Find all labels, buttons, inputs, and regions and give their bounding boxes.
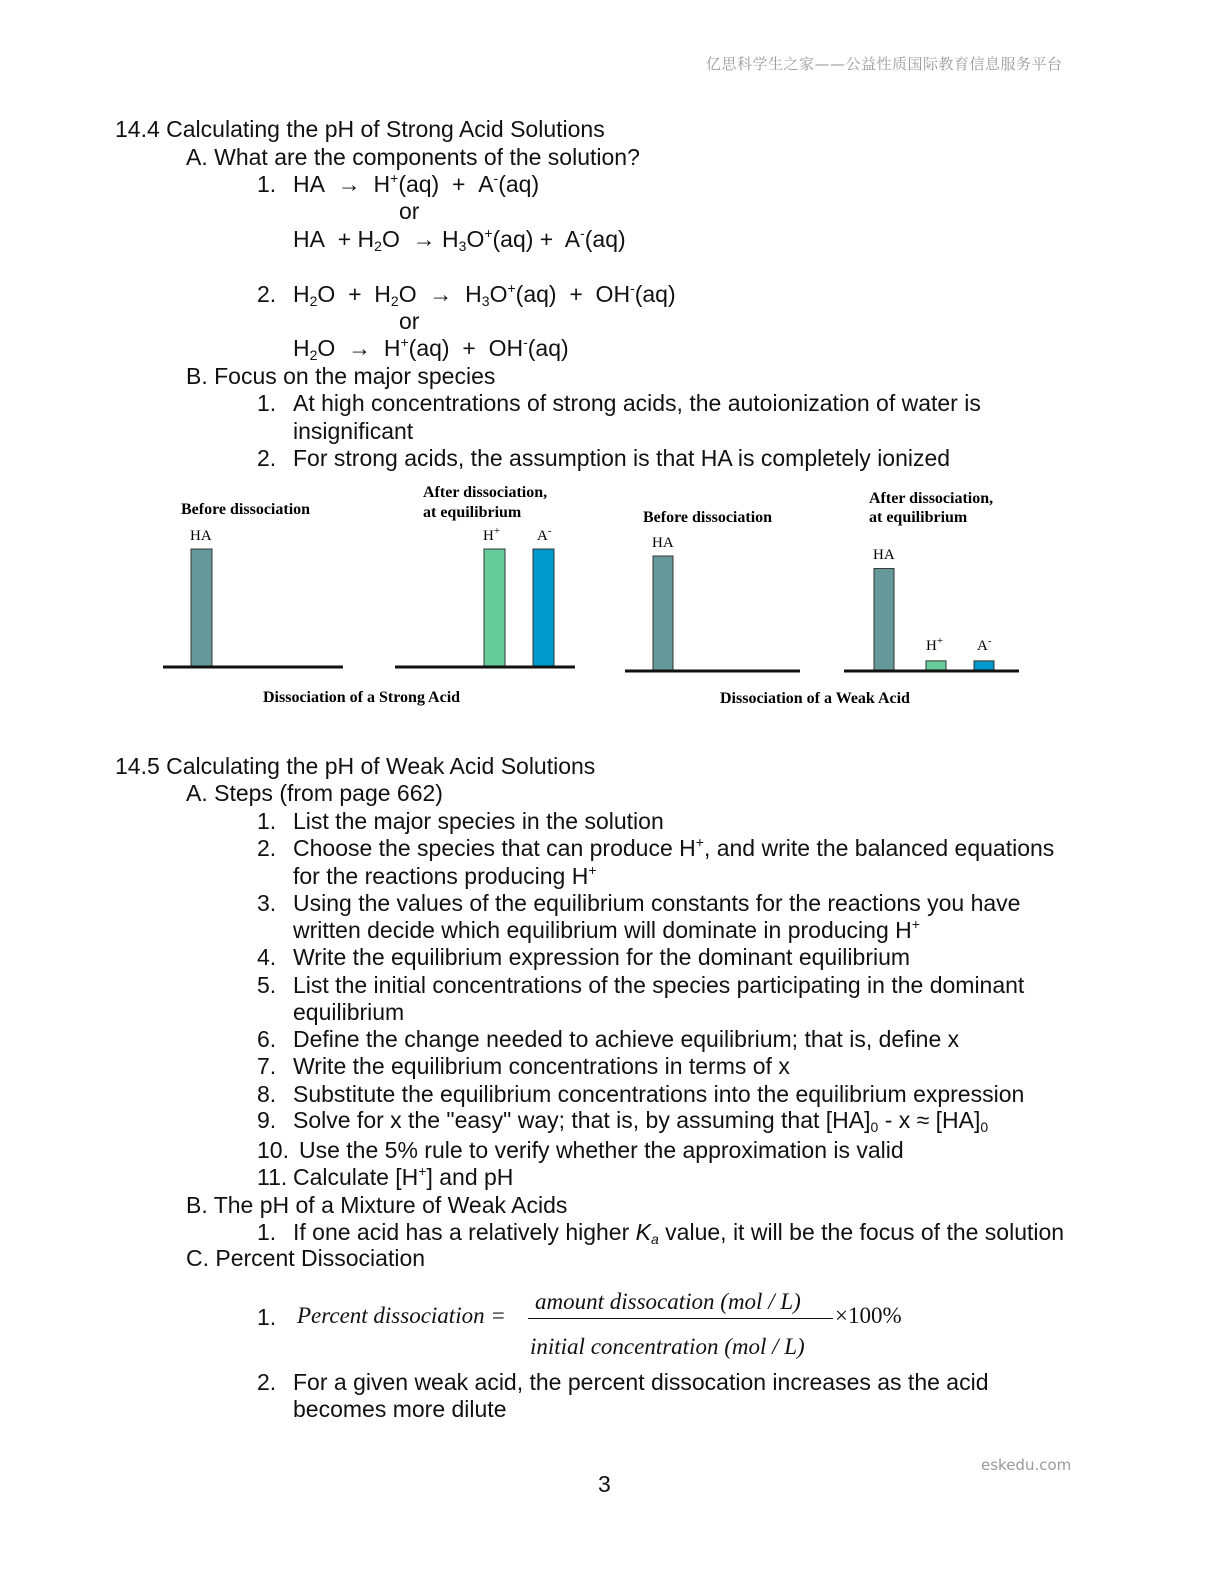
section-14-5-title: 14.5 Calculating the pH of Weak Acid Solutions <box>115 753 596 779</box>
weak-after-title-1: After dissociation, <box>869 490 994 507</box>
strong-caption: Dissociation of a Strong Acid <box>263 689 461 706</box>
weak-after-title-2: at equilibrium <box>869 509 968 526</box>
section-14-4-title: 14.4 Calculating the pH of Strong Acid Solutions <box>115 116 605 142</box>
s145-item-b: B. The pH of a Mixture of Weak Acids <box>186 1192 568 1218</box>
weak-after-bar-a <box>974 661 994 670</box>
step-3-number: 3. <box>257 890 277 916</box>
step-6-number: 6. <box>257 1026 277 1052</box>
s145-b1-number: 1. <box>257 1219 277 1245</box>
s144-eq1-alt: HA + $H_2O \to H_3O^+(aq) + A^-(aq)$ <box>293 225 626 254</box>
formula-lhs: Percent dissociation = <box>297 1303 506 1328</box>
step-8-number: 8. <box>257 1081 277 1107</box>
step-5-cont: equilibrium <box>293 999 405 1025</box>
s145-c2-number: 2. <box>257 1369 277 1395</box>
strong-after-label-a: A- <box>537 525 552 544</box>
footer-site: eskedu.com <box>981 1456 1072 1474</box>
step-1: List the major species in the solution <box>293 808 664 834</box>
step-2-cont: for the reactions producing H+ <box>293 862 597 889</box>
formula-number: 1. <box>257 1304 277 1330</box>
s144-or-1: or <box>399 198 420 224</box>
step-10: Use the 5% rule to verify whether the approximation is valid <box>299 1137 904 1163</box>
step-10-number: 10. <box>257 1137 289 1163</box>
s145-c2-cont: becomes more dilute <box>293 1396 507 1422</box>
s144-eq1-number: 1. <box>257 171 277 197</box>
step-6: Define the change needed to achieve equilibrium; that is, define x <box>293 1026 960 1052</box>
formula-denominator: initial concentration (mol / L) <box>530 1334 805 1359</box>
s145-item-c: C. Percent Dissociation <box>186 1245 426 1271</box>
strong-before-bar-ha <box>191 549 212 666</box>
strong-after-title-2: at equilibrium <box>423 504 522 521</box>
weak-after-label-ha: HA <box>873 547 895 563</box>
step-5: List the initial concentrations of the species participating in the dominant <box>293 972 1025 998</box>
s144-b1-cont: insignificant <box>293 418 414 444</box>
weak-after-label-a: A- <box>977 635 992 654</box>
s144-eq1: HA → H+(aq) + A-(aq) <box>293 170 540 197</box>
s144-b2-number: 2. <box>257 445 277 471</box>
step-1-number: 1. <box>257 808 277 834</box>
step-7-number: 7. <box>257 1053 277 1079</box>
s144-b2: For strong acids, the assumption is that HA is completely ionized <box>293 445 951 471</box>
weak-caption: Dissociation of a Weak Acid <box>720 690 910 707</box>
step-5-number: 5. <box>257 972 277 998</box>
s144-eq2-number: 2. <box>257 281 277 307</box>
formula-tail: ×100% <box>835 1303 902 1328</box>
strong-before-label-ha: HA <box>190 528 212 544</box>
weak-before-label-ha: HA <box>652 535 674 551</box>
s144-eq2-alt: $H_2O \to H^+(aq) + OH^-(aq)$ <box>293 334 569 363</box>
weak-after-bar-ha <box>874 569 894 670</box>
s144-eq2: $H_2O + H_2O \to H_3O^+(aq) + OH^-(aq)$ <box>293 280 676 309</box>
weak-after-bar-h <box>926 661 946 670</box>
step-4-number: 4. <box>257 944 277 970</box>
formula-fraction-bar <box>528 1318 833 1319</box>
step-11: Calculate [H+] and pH <box>293 1163 514 1190</box>
step-2: Choose the species that can produce H+, and write the balanced equations <box>293 834 1055 861</box>
step-4: Write the equilibrium expression for the dominant equilibrium <box>293 944 911 970</box>
strong-before-title: Before dissociation <box>181 501 311 518</box>
weak-before-title: Before dissociation <box>643 509 773 526</box>
s145-b1: If one acid has a relatively higher $K_a$ value, it will be the focus of the solution <box>293 1219 1065 1247</box>
step-9: Solve for x the "easy" way; that is, by assuming that $[HA]_0 - x \approx [HA]_0$ <box>293 1107 989 1135</box>
strong-after-title-1: After dissociation, <box>423 484 548 501</box>
strong-after-bar-h <box>484 549 505 666</box>
s144-or-2: or <box>399 308 420 334</box>
step-11-number: 11. <box>257 1164 288 1190</box>
s145-c2: For a given weak acid, the percent dissocation increases as the acid <box>293 1369 989 1395</box>
page-number: 3 <box>598 1471 611 1497</box>
formula-numerator: amount dissocation (mol / L) <box>535 1289 801 1314</box>
s144-b1: At high concentrations of strong acids, the autoionization of water is <box>293 390 981 416</box>
strong-after-label-h: H+ <box>483 525 501 544</box>
step-9-number: 9. <box>257 1107 277 1133</box>
step-3-cont: written decide which equilibrium will dominate in producing H+ <box>293 916 920 943</box>
step-8: Substitute the equilibrium concentrations into the equilibrium expression <box>293 1081 1025 1107</box>
s145-item-a: A. Steps (from page 662) <box>186 780 443 806</box>
page-header: 亿思科学生之家——公益性质国际教育信息服务平台 <box>706 55 1063 73</box>
strong-after-bar-a <box>533 549 554 666</box>
s144-item-b: B. Focus on the major species <box>186 363 496 389</box>
step-2-number: 2. <box>257 835 277 861</box>
dissociation-figure <box>0 0 1224 720</box>
step-7: Write the equilibrium concentrations in terms of x <box>293 1053 790 1079</box>
s144-b1-number: 1. <box>257 390 277 416</box>
weak-before-bar-ha <box>653 556 673 670</box>
s144-item-a: A. What are the components of the solution? <box>186 144 640 170</box>
weak-after-label-h: H+ <box>926 635 944 654</box>
step-3: Using the values of the equilibrium constants for the reactions you have <box>293 890 1021 916</box>
